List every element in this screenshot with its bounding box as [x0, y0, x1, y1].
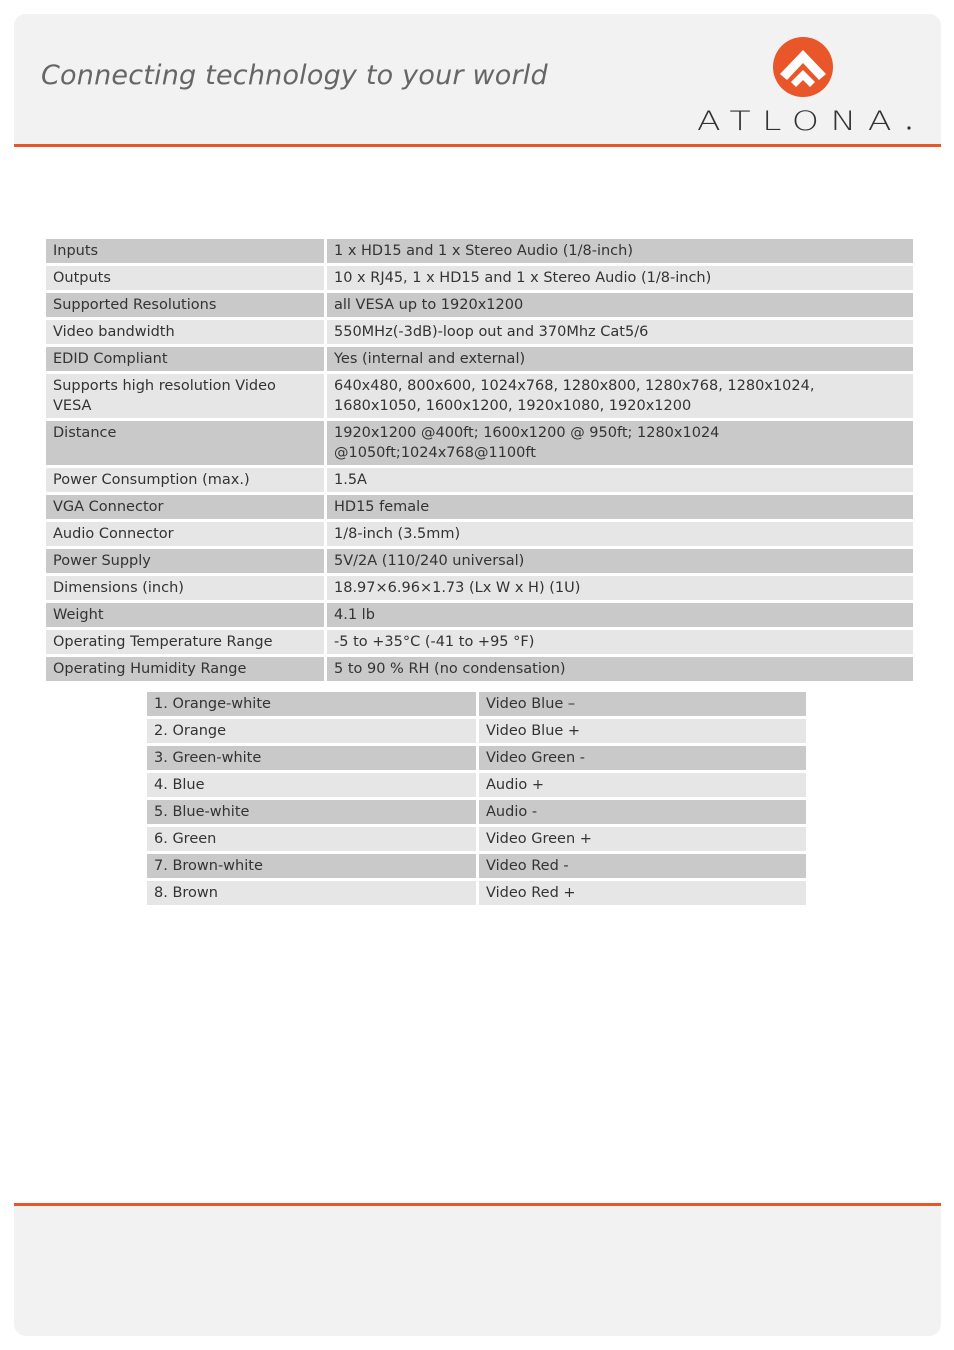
pinout-row-value: Audio -	[479, 800, 806, 824]
spec-row	[46, 576, 913, 600]
spec-row-label: Power Consumption (max.)	[46, 468, 327, 492]
pinout-row-label: 6. Green	[147, 827, 479, 851]
spec-row	[46, 374, 913, 418]
pinout-row-value: Video Green -	[479, 746, 806, 770]
spec-row-value: 1/8-inch (3.5mm)	[327, 522, 913, 546]
spec-row	[46, 421, 913, 465]
spec-row-label: Operating Humidity Range	[46, 657, 327, 681]
atlona-logo-icon	[772, 36, 834, 98]
spec-row-label: Operating Temperature Range	[46, 630, 327, 654]
atlona-wordmark	[697, 108, 913, 134]
pinout-row-label: 5. Blue-white	[147, 800, 479, 824]
spec-row-label: Weight	[46, 603, 327, 627]
spec-row	[46, 495, 913, 519]
spec-row-value: 1.5A	[327, 468, 913, 492]
spec-row-label: Audio Connector	[46, 522, 327, 546]
pinout-row	[147, 773, 806, 797]
spec-row	[46, 293, 913, 317]
spec-row-label: EDID Compliant	[46, 347, 327, 371]
spec-row-label: Distance	[46, 421, 327, 465]
tagline: Connecting technology to your world	[41, 60, 548, 91]
pinout-row	[147, 746, 806, 770]
pinout-row-value: Video Red +	[479, 881, 806, 905]
spec-row-value: -5 to +35°C (-41 to +95 °F)	[327, 630, 913, 654]
pinout-row-label: 2. Orange	[147, 719, 479, 743]
pinout-row	[147, 800, 806, 824]
pinout-row-label: 4. Blue	[147, 773, 479, 797]
spec-row-value: 10 x RJ45, 1 x HD15 and 1 x Stereo Audio (1/8-inch)	[327, 266, 913, 290]
pinout-row-label: 8. Brown	[147, 881, 479, 905]
footer-rule	[14, 1203, 941, 1206]
spec-row-value: Yes (internal and external)	[327, 347, 913, 371]
spec-row-label: Power Supply	[46, 549, 327, 573]
spec-row-value: 640x480, 800x600, 1024x768, 1280x800, 1280x768, 1280x1024, 1680x1050, 1600x1200, 1920x1080, 1920x1200	[327, 374, 913, 418]
pinout-row	[147, 719, 806, 743]
pinout-row	[147, 692, 806, 716]
pinout-row-label: 7. Brown-white	[147, 854, 479, 878]
pinout-row-value: Video Blue –	[479, 692, 806, 716]
pinout-row	[147, 854, 806, 878]
spec-row-label: Outputs	[46, 266, 327, 290]
pinout-row-value: Video Red -	[479, 854, 806, 878]
spec-row-label: Inputs	[46, 239, 327, 263]
pinout-table	[147, 689, 806, 908]
pinout-row-value: Audio +	[479, 773, 806, 797]
spec-row-label: VGA Connector	[46, 495, 327, 519]
spec-row	[46, 603, 913, 627]
spec-row	[46, 320, 913, 344]
spec-row	[46, 630, 913, 654]
spec-row-value: 5 to 90 % RH (no condensation)	[327, 657, 913, 681]
spec-row-label: Video bandwidth	[46, 320, 327, 344]
pinout-row-label: 3. Green-white	[147, 746, 479, 770]
spec-row	[46, 657, 913, 681]
spec-row-value: 550MHz(-3dB)-loop out and 370Mhz Cat5/6	[327, 320, 913, 344]
spec-row-value: all VESA up to 1920x1200	[327, 293, 913, 317]
spec-row	[46, 239, 913, 263]
spec-row-value: 1 x HD15 and 1 x Stereo Audio (1/8-inch)	[327, 239, 913, 263]
brand-text: ATLONA	[697, 108, 903, 134]
pinout-row-value: Video Green +	[479, 827, 806, 851]
pinout-row	[147, 827, 806, 851]
spec-row	[46, 549, 913, 573]
spec-row-value: 5V/2A (110/240 universal)	[327, 549, 913, 573]
spec-row-label: Dimensions (inch)	[46, 576, 327, 600]
spec-table	[46, 236, 913, 684]
spec-row-value: HD15 female	[327, 495, 913, 519]
pinout-row	[147, 881, 806, 905]
spec-row	[46, 266, 913, 290]
spec-row-label: Supports high resolution Video VESA	[46, 374, 327, 418]
spec-row-value: 4.1 lb	[327, 603, 913, 627]
spec-row-label: Supported Resolutions	[46, 293, 327, 317]
spec-row-value: 1920x1200 @400ft; 1600x1200 @ 950ft; 1280x1024 @1050ft;1024x768@1100ft	[327, 421, 913, 465]
pinout-row-value: Video Blue +	[479, 719, 806, 743]
pinout-row-label: 1. Orange-white	[147, 692, 479, 716]
spec-row-value: 18.97×6.96×1.73 (Lx W x H) (1U)	[327, 576, 913, 600]
spec-row	[46, 347, 913, 371]
spec-row	[46, 522, 913, 546]
spec-row	[46, 468, 913, 492]
